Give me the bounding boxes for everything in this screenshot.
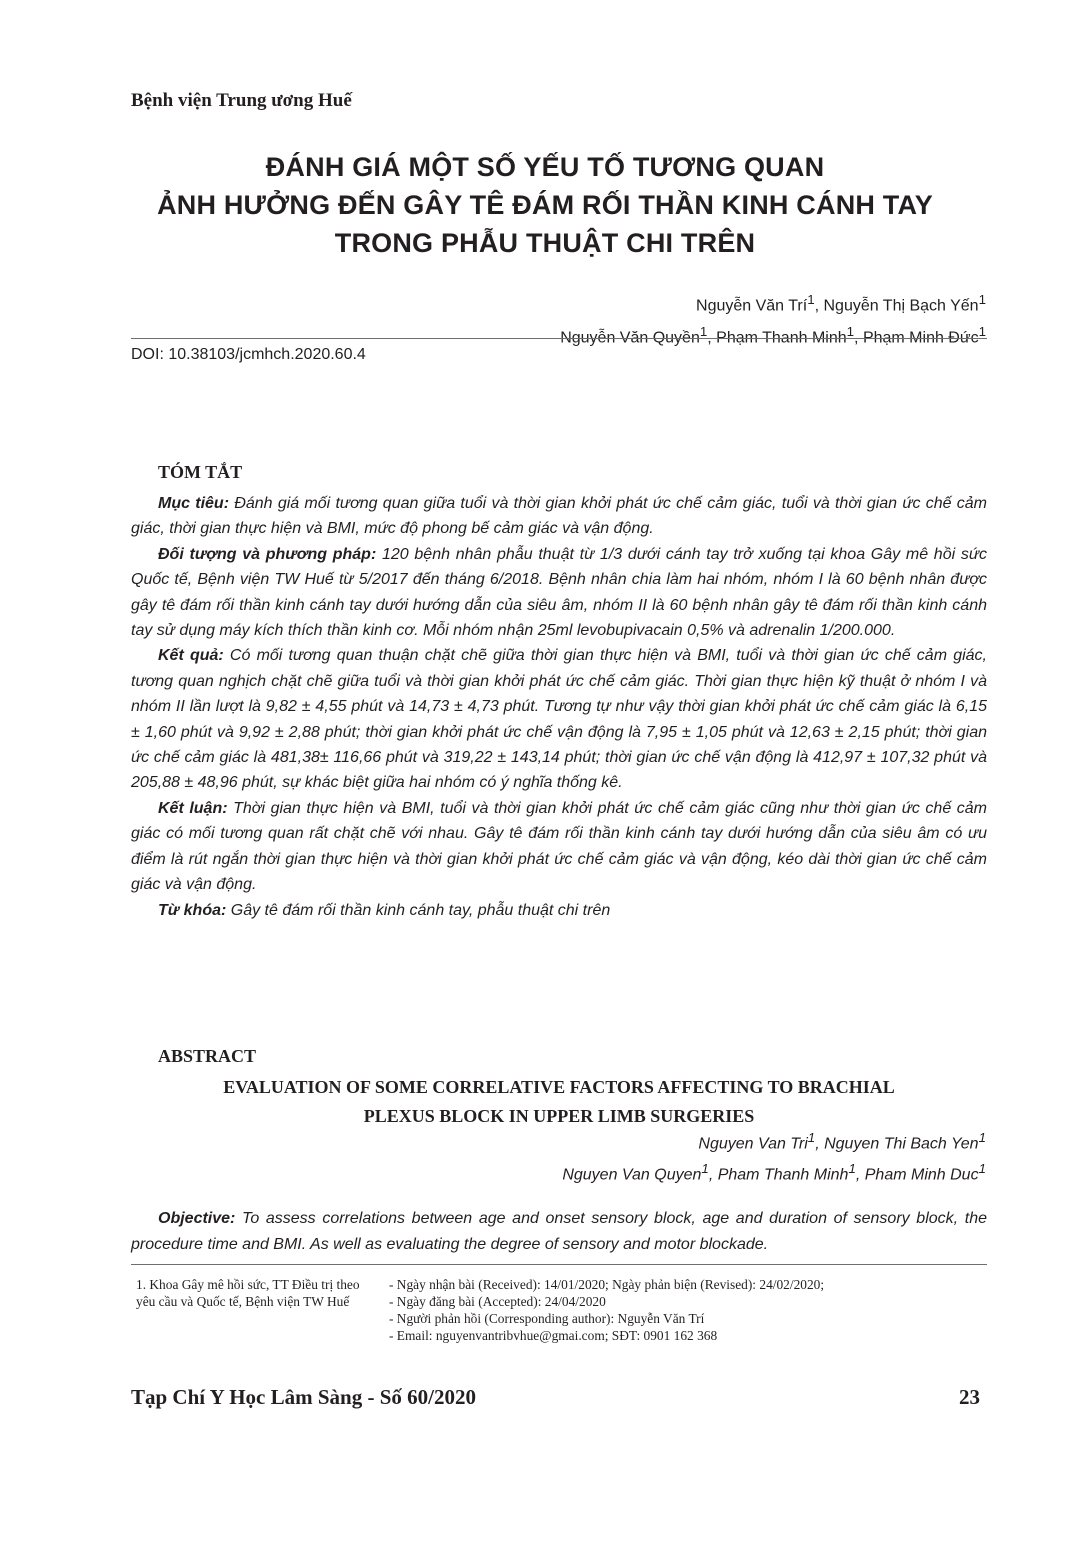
title-line: EVALUATION OF SOME CORRELATIVE FACTORS AFFECTING TO BRACHIAL (223, 1077, 895, 1097)
affiliation-mark: 1 (978, 324, 986, 340)
summary-heading: TÓM TẮT (158, 462, 243, 482)
title-line: PLEXUS BLOCK IN UPPER LIMB SURGERIES (363, 1106, 755, 1126)
author-list-en (562, 1125, 986, 1188)
affiliation-mark: 1 (978, 1130, 986, 1145)
objective-paragraph (131, 1206, 987, 1258)
footnote-line: - Ngày nhận bài (Received): 14/01/2020; Ngày phản biện (Revised): 24/02/2020; (389, 1277, 825, 1292)
title-line: ĐÁNH GIÁ MỘT SỐ YẾU TỐ TƯƠNG QUAN (265, 152, 825, 182)
affiliation-mark: 1 (807, 292, 815, 307)
affiliation-mark: 1 (978, 1161, 986, 1177)
abstract-heading: ABSTRACT (158, 1046, 257, 1066)
author-name: Nguyễn Thị Bạch Yến (823, 297, 979, 315)
paragraph-text: Đánh giá mối tương quan giữa tuổi và thời gian khởi phát ức chế cảm giác, tuổi và thời gian ức chế cảm giác, thời gian thực hiện và BMI, mức độ phong bế cảm giác và vận động. (131, 495, 988, 538)
article-title-vi (100, 148, 990, 262)
paragraph-label: Objective: (158, 1210, 236, 1227)
paragraph-text: Thời gian thực hiện và BMI, tuổi và thời gian khởi phát ức chế cảm giác cũng như thời gian ức chế cảm giác có mối tương quan rất chặt chẽ với nhau. Gây tê đám rối thần kinh cánh tay dưới hướng dẫn của siêu âm có ưu điểm là rút ngắn thời gian thực hiện và thời gian khởi phát ức chế cảm giác và vận động, kéo dài thời gian ức chế cảm giác và vận động. (131, 799, 987, 894)
summary-body (131, 491, 987, 923)
summary-paragraph (131, 491, 987, 542)
paragraph-text: Có mối tương quan thuận chặt chẽ giữa thời gian thực hiện và BMI, tuổi và thời gian ức chế cảm giác, tương quan nghịch chặt chẽ giữa tuổi và thời gian khởi phát ức chế cảm giác. Thời gian thực hiện kỹ thuật ở nhóm I và nhóm II lần lượt là 9,82 ± 4,55 phút và 14,73 ± 4,73 phút. Tương tự như vậy thời gian khởi phát ức chế cảm giác là 6,15 ± 1,60 phút và 9,92 ± 2,88 phút; thời gian khởi phát ức chế vận động là 7,95 ± 1,05 phút và 12,63 ± 2,15 phút; thời gian ức chế cảm giác là 481,38± 116,66 phút và 319,22 ± 143,14 phút; thời gian ức chế vận động là 412,97 ± 107,32 phút và 205,88 ± 48,96 phút, sự khác biệt giữa hai nhóm có ý nghĩa thống kê. (131, 647, 988, 792)
paragraph-text: To assess correlations between age and onset sensory block, age and duration of sensory block, the procedure time and BMI. As well as evaluating the degree of sensory and motor blockade. (131, 1210, 987, 1253)
paragraph-label: Mục tiêu: (158, 495, 230, 512)
footnote-affiliation: 1. Khoa Gây mê hồi sức, TT Điều trị theo yêu cầu và Quốc tế, Bệnh viện TW Huế (136, 1277, 360, 1309)
paragraph-label: Kết luận: (158, 799, 228, 817)
summary-paragraph (131, 643, 987, 795)
paragraph-label: Kết quả: (158, 647, 224, 665)
footnote-divider (131, 1264, 987, 1265)
paragraph-text: 120 bệnh nhân phẫu thuật từ 1/3 dưới cánh tay trở xuống tại khoa Gây mê hồi sức Quốc tế, Bệnh viện TW Huế từ 5/2017 đến tháng 6/2018. Bệnh nhân chia làm hai nhóm, nhóm I là 60 bệnh nhân được gây tê đám rối thần kinh cánh tay dưới hướng dẫn của siêu âm, nhóm II là 60 bệnh nhân gây tê đám rối thần kinh cánh tay sử dụng máy kích thích thần kinh cơ. Mỗi nhóm nhận 25ml levobupivacain 0,5% và adrenalin 1/200.000. (131, 545, 988, 640)
affiliation-mark: 1 (699, 324, 708, 340)
title-line: TRONG PHẪU THUẬT CHI TRÊN (334, 228, 756, 258)
author-line: Nguyễn Văn Quyền$^1$, Phạm Thanh Minh$^1$, Phạm Minh Đức$^1$ (560, 324, 986, 347)
paragraph-label: Đối tượng và phương pháp: (158, 545, 377, 563)
divider (131, 338, 987, 339)
author-line: Nguyen Van Quyen$^1$, Pham Thanh Minh$^1$, Pham Minh Duc$^1$ (562, 1161, 986, 1184)
summary-paragraph (131, 898, 987, 923)
journal-footer: Tạp Chí Y Học Lâm Sàng - Số 60/2020 (131, 1385, 476, 1409)
author-name: Nguyen Van Tri (698, 1135, 808, 1153)
author-name: Nguyễn Văn Quyền (560, 329, 700, 347)
author-name: Phạm Thanh Minh (716, 329, 847, 347)
summary-paragraph (131, 542, 987, 644)
article-title-en (131, 1073, 987, 1131)
author-name: Nguyễn Văn Trí (696, 297, 808, 315)
footnote-line: - Ngày đăng bài (Accepted): 24/04/2020 (389, 1294, 606, 1309)
abstract-body (131, 1206, 987, 1258)
affiliation-mark: 1 (846, 324, 855, 340)
summary-paragraph (131, 796, 987, 898)
running-header: Bệnh viện Trung ương Huế (131, 90, 352, 111)
doi: DOI: 10.38103/jcmhch.2020.60.4 (131, 346, 366, 363)
affiliation-mark: 1 (807, 1130, 816, 1145)
footnote-dates (389, 1276, 989, 1344)
author-line: Nguyen Van Tri$^1$, Nguyen Thi Bach Yen$^1$ (698, 1130, 986, 1153)
affiliation-mark: 1 (701, 1161, 709, 1177)
paragraph-text: Gây tê đám rối thần kinh cánh tay, phẫu thuật chi trên (226, 901, 611, 919)
footnote-line: - Người phản hồi (Corresponding author): Nguyễn Văn Trí (389, 1311, 705, 1326)
paragraph-label: Từ khóa: (158, 901, 227, 919)
author-name: Phạm Minh Đức (862, 329, 979, 347)
author-list-vi (560, 287, 986, 352)
affiliation-mark: 1 (978, 292, 986, 307)
author-name: Pham Minh Duc (864, 1166, 979, 1184)
author-name: Nguyen Thi Bach Yen (824, 1135, 979, 1153)
page-number: 23 (959, 1385, 980, 1409)
footnote-line: - Email: nguyenvantribvhue@gmai.com; SĐT: 0901 162 368 (389, 1328, 718, 1343)
author-name: Nguyen Van Quyen (562, 1166, 702, 1184)
author-line: Nguyễn Văn Trí$^1$, Nguyễn Thị Bạch Yến$^1$ (696, 292, 986, 315)
author-name: Pham Thanh Minh (717, 1166, 849, 1184)
title-line: ẢNH HƯỞNG ĐẾN GÂY TÊ ĐÁM RỐI THẦN KINH CÁNH TAY (157, 190, 933, 220)
affiliation-mark: 1 (848, 1161, 856, 1177)
